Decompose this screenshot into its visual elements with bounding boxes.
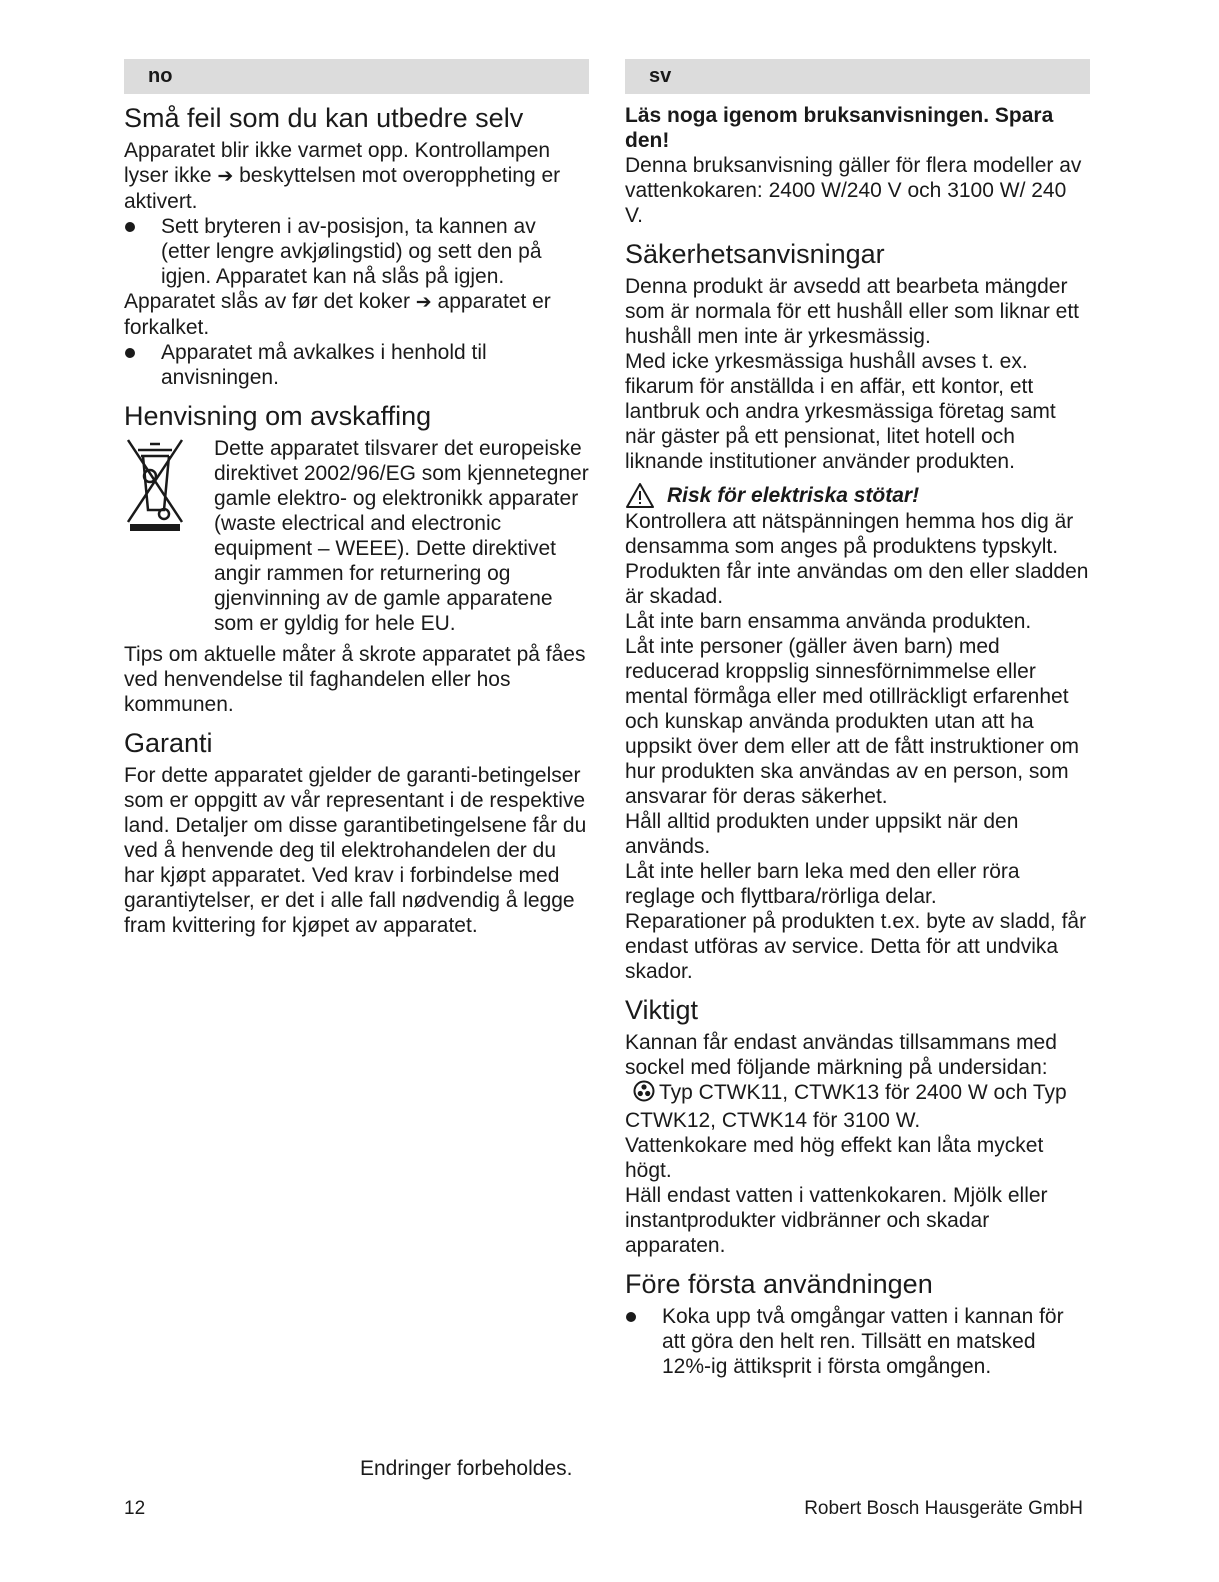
company-name: Robert Bosch Hausgeräte GmbH <box>804 1498 1083 1519</box>
paragraph: For dette apparatet gjelder de garanti-betingelser som er oppgitt av vår representant i de respektive land. Detaljer om disse garantibetingelsene får du ved å henvende deg til elektrohandelen der du har kjøpt apparatet. Ved krav i forbindelse med garantiytelser, er det i alle fall nødvendig å legge fram kvittering for kjøpet av apparatet. <box>124 764 587 937</box>
arrow-right-icon: ➔ <box>415 292 432 313</box>
disposal-block <box>124 436 589 636</box>
paragraph: Häll endast vatten i vattenkokaren. Mjölk eller instantprodukter vidbränner och skadar apparaten. <box>625 1184 1048 1257</box>
bullet-item: Apparatet må avkalkes i henhold til anvisningen. <box>124 340 589 390</box>
warning-heading: Risk för elektriska stötar! <box>625 482 1090 509</box>
language-header-sv: sv <box>625 59 1090 94</box>
weee-bin-icon <box>124 436 214 636</box>
paragraph: Reparationer på produkten t.ex. byte av sladd, får endast utföras av service. Detta för att undvika skador. <box>625 910 1087 983</box>
right-column <box>625 59 1090 1379</box>
paragraph: Kontrollera att nätspänningen hemma hos dig är densamma som anges på produktens typskylt. <box>625 510 1074 558</box>
arrow-right-icon: ➔ <box>217 166 234 187</box>
section-title-important: Viktigt <box>625 995 699 1025</box>
paragraph: Denna bruksanvisning gäller för flera modeller av vattenkokaren: 2400 W/240 V och 3100 W/ 240 V. <box>625 154 1082 227</box>
paragraph: Apparatet slås av før det koker ➔ apparatet er forkalket. <box>124 290 551 339</box>
paragraph: Produkten får inte användas om den eller sladden är skadad. <box>625 560 1089 608</box>
paragraph: Vattenkokare med hög effekt kan låta mycket högt. <box>625 1134 1044 1182</box>
paragraph: Typ CTWK11, CTWK13 för 2400 W och Typ CTWK12, CTWK14 för 3100 W. <box>625 1081 1067 1132</box>
language-header-no: no <box>124 59 589 94</box>
paragraph: Låt inte personer (gäller även barn) med reducerad kroppslig sinnesförnimmelse eller mental förmåga eller med otillräckligt erfarenhet och kunskap använda produkten utan att ha uppsikt över dem eller att de fått instruktioner om hur produkten ska användas av en person, som ansvarar för deras säkerhet. <box>625 635 1080 808</box>
paragraph: Håll alltid produkten under uppsikt när den används. <box>625 810 1019 858</box>
section-title-troubleshooting: Små feil som du kan utbedre selv <box>124 103 524 133</box>
paragraph: Låt inte barn ensamma använda produkten. <box>625 610 1032 633</box>
left-column <box>124 59 589 938</box>
paragraph: Låt inte heller barn leka med den eller röra reglage och flyttbara/rörliga delar. <box>625 860 1020 908</box>
changes-reserved-note: Endringer forbeholdes. <box>360 1457 573 1480</box>
intro-heading: Läs noga igenom bruksanvisningen. Spara den! <box>625 104 1054 152</box>
base-marking-icon <box>633 1080 655 1108</box>
paragraph: Kannan får endast användas tillsammans med sockel med följande märkning på undersidan: <box>625 1031 1057 1079</box>
section-title-warranty: Garanti <box>124 728 213 758</box>
paragraph: Dette apparatet tilsvarer det europeiske direktivet 2002/96/EG som kjennetegner gamle elektro- og elektronikk apparater (waste electrical and electronic equipment – WEEE). Dette direktivet angir rammen for returnering og gjenvinning av de gamle apparatene som er gyldig for hele EU. <box>214 437 589 635</box>
section-title-disposal: Henvisning om avskaffing <box>124 401 432 431</box>
section-title-first-use: Före första användningen <box>625 1269 933 1299</box>
section-title-safety: Säkerhetsanvisningar <box>625 239 885 269</box>
warning-triangle-icon <box>625 482 655 509</box>
bullet-item: Sett bryteren i av-posisjon, ta kannen av (etter lengre avkjølingstid) og sett den på igjen. Apparatet kan nå slås på igjen. <box>124 214 589 289</box>
paragraph: Denna produkt är avsedd att bearbeta mängder som är normala för ett hushåll eller som liknar ett hushåll men inte är yrkesmässig. <box>625 275 1080 348</box>
page-number: 12 <box>124 1498 146 1519</box>
paragraph: Med icke yrkesmässiga hushåll avses t. ex. fikarum för anställda i en affär, ett kontor, ett lantbruk och andra yrkesmässiga företag samt när gäster på ett pensionat, litet hotell och liknande institutioner använder produkten. <box>625 350 1056 473</box>
paragraph: Tips om aktuelle måter å skrote apparatet på fåes ved henvendelse til faghandelen eller hos kommunen. <box>124 643 586 716</box>
bullet-item: Koka upp två omgångar vatten i kannan för att göra den helt ren. Tillsätt en matsked 12%-ig ättiksprit i första omgången. <box>625 1304 1090 1379</box>
paragraph: Apparatet blir ikke varmet opp. Kontrollampen lyser ikke ➔ beskyttelsen mot overoppheting er aktivert. <box>124 139 561 213</box>
